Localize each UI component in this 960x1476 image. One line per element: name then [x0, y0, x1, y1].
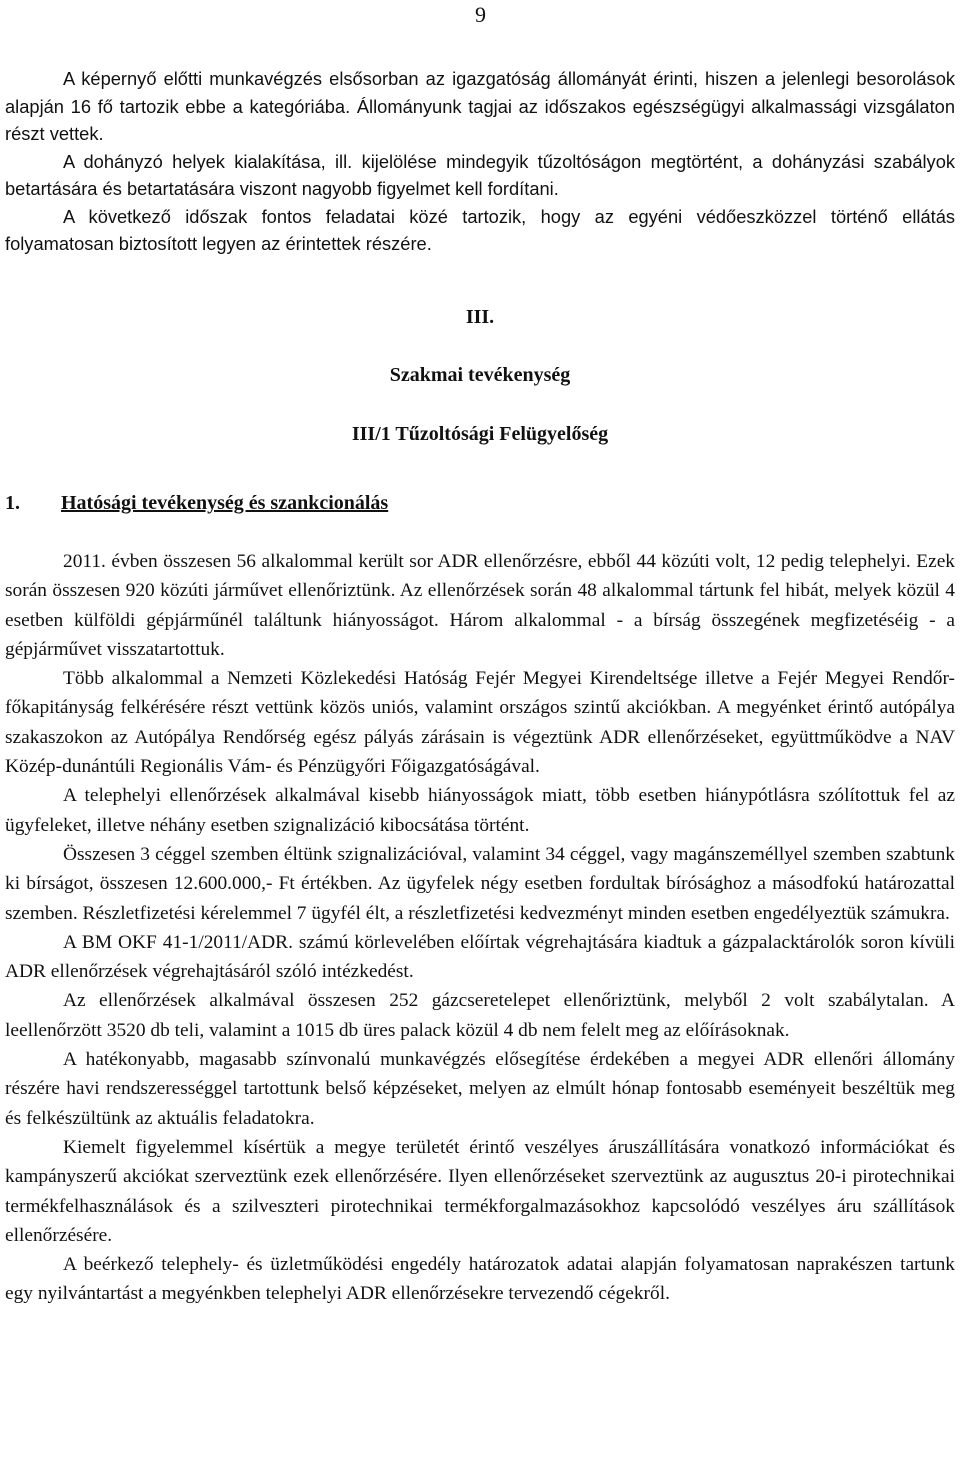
section-number: 1. [5, 492, 20, 514]
section-title: Hatósági tevékenység és szankcionálás [61, 492, 389, 514]
body-paragraph-1: 2011. évben összesen 56 alkalommal került sor ADR ellenőrzésre, ebből 44 közúti volt, 12 pedig telephelyi. Ezek során összesen 920 közúti járművet ellenőriztünk. Az ellenőrzések során 48 alkalommal tártunk fel hibát, melyek közül 4 esetben külföldi gépjárműnél találtunk hiányosságot. Három alkalommal - a bírság összegének megfizetéséig - a gépjárművet visszatartottuk. [5, 551, 955, 660]
intro-paragraph-3: A következő időszak fontos feladatai közé tartozik, hogy az egyéni védőeszközzel történő ellátás folyamatosan biztosított legyen az érintettek részére. [5, 205, 955, 254]
page-number: 9 [475, 2, 486, 27]
body-paragraph-7: A hatékonyabb, magasabb színvonalú munkavégzés elősegítése érdekében a megyei ADR ellenőri állomány részére havi rendszerességgel tartottunk belső képzéseket, melyen az elmúlt hónap fontosabb eseményeit beszéltük meg és felkészültünk az aktuális feladatokra. [5, 1049, 955, 1129]
body-paragraph-3: A telephelyi ellenőrzések alkalmával kisebb hiányosságok miatt, több esetben hiánypótlásra szólítottuk fel az ügyfeleket, illetve néhány esetben szignalizáció kibocsátása történt. [5, 785, 955, 836]
part-number-heading: III. [465, 306, 495, 328]
body-paragraph-4: Összesen 3 céggel szemben éltünk szignalizációval, valamint 34 céggel, vagy magánszeméllyel szemben szabtunk ki bírságot, összesen 12.600.000,- Ft értékben. Az ügyfelek négy esetben fordultak bírósághoz a másodfokú határozattal szemben. Részletfizetési kérelemmel 7 ügyfél élt, a részletfizetési kedvezményt minden esetben engedélyeztük számukra. [5, 843, 955, 924]
subpart-title-heading: III/1 Tűzoltósági Felügyelőség [351, 423, 609, 445]
section-heading [5, 492, 388, 515]
intro-paragraph-2: A dohányzó helyek kialakítása, ill. kijelölése mindegyik tűzoltóságon megtörtént, a dohányzási szabályok betartására és betartatására viszont nagyobb figyelmet kell fordítani. [5, 150, 955, 199]
body-paragraph-6: Az ellenőrzések alkalmával összesen 252 gázcseretelepet ellenőriztünk, melyből 2 volt szabálytalan. A leellenőrzött 3520 db teli, valamint a 1015 db üres palack közül 4 db nem felelt meg az előírásoknak. [5, 990, 955, 1041]
body-paragraph-2: Több alkalommal a Nemzeti Közlekedési Hatóság Fejér Megyei Kirendeltsége illetve a Fejér Megyei Rendőr-főkapitányság felkérésére részt vettünk közös uniós, valamint országos szintű akciókban. A megyénket érintő autópálya szakaszokon az Autópálya Rendőrség egész pályás zárásain is végeztünk ADR ellenőrzéseket, együttműködve a NAV Közép-dunántúli Regionális Vám- és Pénzügyőri Főigazgatóságával. [5, 668, 955, 778]
intro-paragraph-1: A képernyő előtti munkavégzés elsősorban az igazgatóság állományát érinti, hiszen a jelenlegi besorolások alapján 16 fő tartozik ebbe a kategóriába. Állományunk tagjai az időszakos egészségügyi alkalmassági vizsgálaton részt vettek. [5, 68, 955, 144]
body-paragraph-8: Kiemelt figyelemmel kísértük a megye területét érintő veszélyes áruszállítására vonatkozó információkat és kampányszerű akciókat szerveztünk ezek ellenőrzésére. Ilyen ellenőrzéseket szerveztünk az augusztus 20-i pirotechnikai termékfelhasználások és a szilveszteri pirotechnikai termékforgalmazásokhoz kapcsolódó veszélyes áru szállítások ellenőrzésére. [5, 1136, 955, 1246]
intro-text [5, 65, 955, 258]
part-title-heading: Szakmai tevékenység [389, 364, 571, 386]
body-text [5, 547, 955, 1309]
body-paragraph-5: A BM OKF 41-1/2011/ADR. számú körlevelében előírtak végrehajtására kiadtuk a gázpalacktárolók soron kívüli ADR ellenőrzések végrehajtásáról szóló intézkedést. [5, 931, 955, 983]
body-paragraph-9: A beérkező telephely- és üzletműködési engedély határozatok adatai alapján folyamatosan naprakészen tartunk egy nyilvántartást a megyénkben telephelyi ADR ellenőrzésekre tervezendő cégekről. [5, 1254, 955, 1305]
